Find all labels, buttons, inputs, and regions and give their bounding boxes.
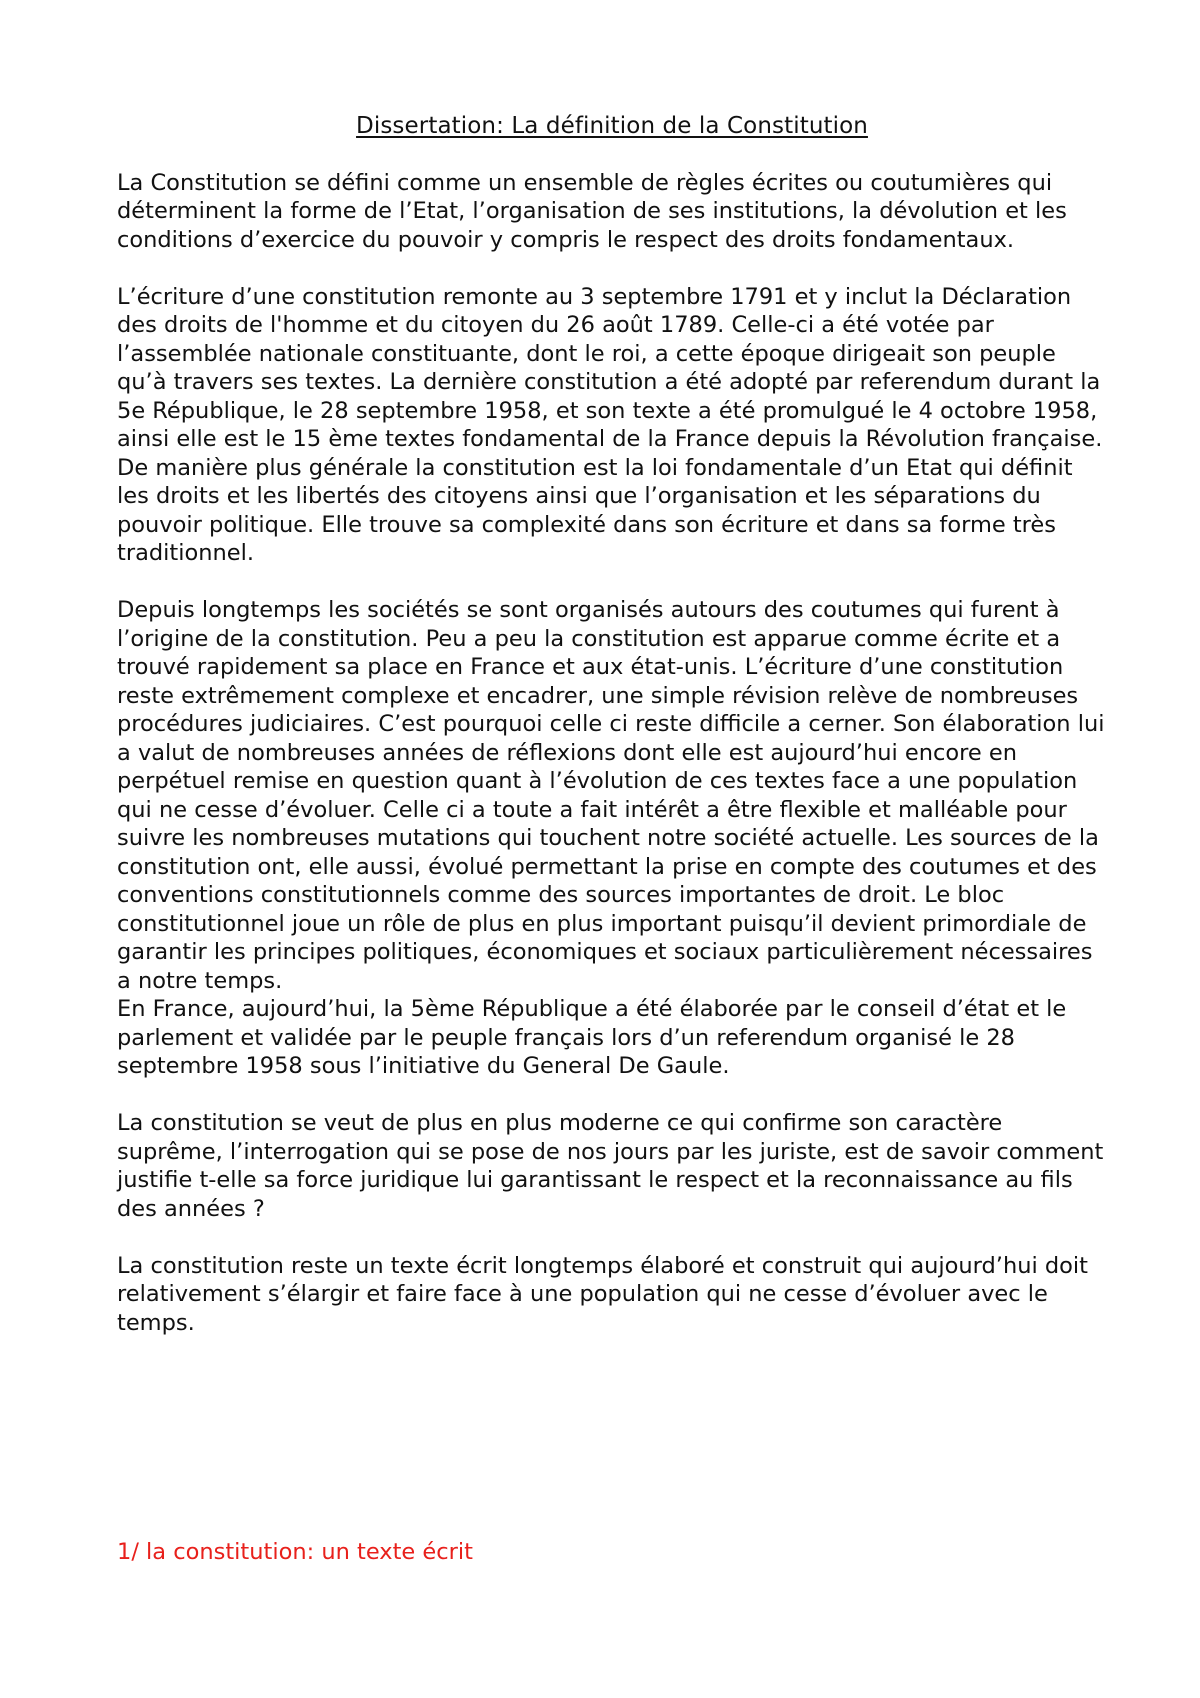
document-body xyxy=(117,112,1107,1337)
paragraph-evolution: Depuis longtemps les sociétés se sont organisés autours des coutumes qui furent à l’origine de la constitution. Peu a peu la constitution est apparue comme écrite et a trouvé rapidement sa place en France et aux état-unis. L’écriture d’une constitution reste extrêmement complexe et encadrer, une simple révision relève de nombreuses procédures judiciaires. C’est pourquoi celle ci reste difficile a cerner. Son élaboration lui a valut de nombreuses années de réflexions dont elle est aujourd’hui encore en perpétuel remise en question quant à l’évolution de ces textes face a une population qui ne cesse d’évoluer. Celle ci a toute a fait intérêt a être flexible et malléable pour suivre les nombreuses mutations qui touchent notre société actuelle. Les sources de la constitution ont, elle aussi, évolué permettant la prise en compte des coutumes et des conventions constitutionnels comme des sources importantes de droit. Le bloc constitutionnel joue un rôle de plus en plus important puisqu’il devient primordiale de garantir les principes politiques, économiques et sociaux particulièrement nécessaires a notre temps. xyxy=(117,597,1105,994)
paragraph-history: L’écriture d’une constitution remonte au 3 septembre 1791 et y inclut la Déclaration des droits de l'homme et du citoyen du 26 août 1789. Celle-ci a été votée par l’assemblée nationale constituante, dont le roi, a cette époque dirigeait son peuple qu’à travers ses textes. La dernière constitution a été adopté par referendum durant la 5e République, le 28 septembre 1958, et son texte a été promulgué le 4 octobre 1958, ainsi elle est le 15 ème textes fondamental de la France depuis la Révolution française. De manière plus générale la constitution est la loi fondamentale d’un Etat qui définit les droits et les libertés des citoyens ainsi que l’organisation et les séparations du pouvoir politique. Elle trouve sa complexité dans son écriture et dans sa forme très traditionnel. xyxy=(117,283,1103,566)
paragraph-definition: La Constitution se défini comme un ensemble de règles écrites ou coutumières qui déterminent la forme de l’Etat, l’organisation de ses institutions, la dévolution et les conditions d’exercice du pouvoir y compris le respect des droits fondamentaux. xyxy=(117,169,1067,253)
paragraph-problematic: La constitution se veut de plus en plus moderne ce qui confirme son caractère suprême, l’interrogation qui se pose de nos jours par les juriste, est de savoir comment justifie t-elle sa force juridique lui garantissant le respect et la reconnaissance au fils des années ? xyxy=(117,1110,1104,1222)
paragraph-spacer xyxy=(117,1081,1107,1110)
paragraph-spacer xyxy=(117,1223,1107,1252)
paragraph-fifth-republic: En France, aujourd’hui, la 5ème République a été élaborée par le conseil d’état et le parlement et validée par le peuple français lors d’un referendum organisé le 28 septembre 1958 sous l’initiative du General De Gaule. xyxy=(117,996,1067,1079)
document-title: Dissertation: La définition de la Constitution xyxy=(356,113,868,139)
paragraph-announcement: La constitution reste un texte écrit longtemps élaboré et construit qui aujourd’hui doit relativement s’élargir et faire face à une population qui ne cesse d’évoluer avec le temps. xyxy=(117,1252,1088,1336)
section-heading: 1/ la constitution: un texte écrit xyxy=(117,1539,473,1565)
paragraph-spacer xyxy=(117,254,1107,283)
paragraph-spacer xyxy=(117,568,1107,597)
